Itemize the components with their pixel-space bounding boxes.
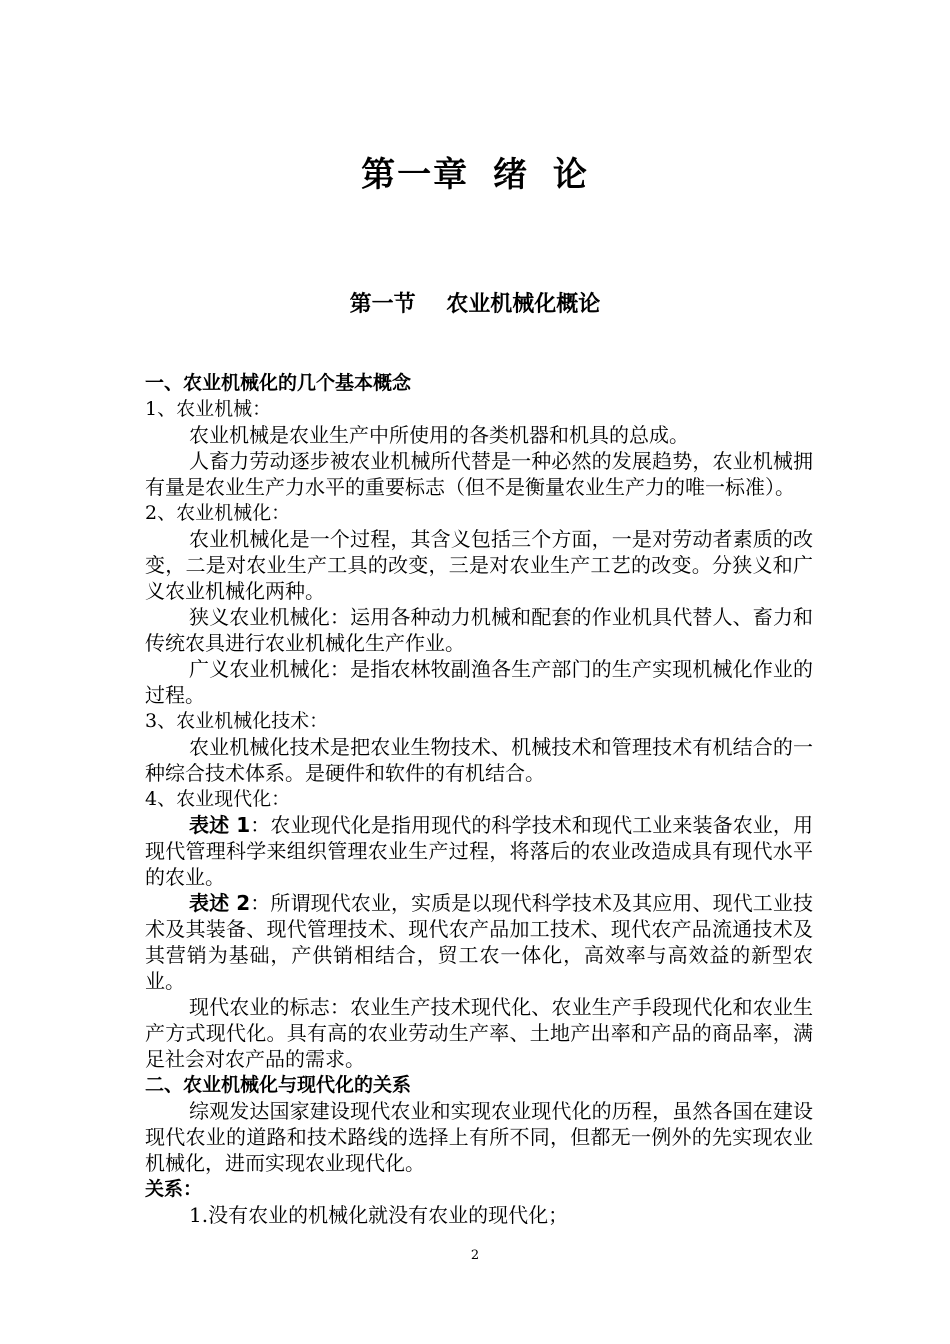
paragraph: 农业机械是农业生产中所使用的各类机器和机具的总成。	[189, 423, 689, 447]
paragraph	[145, 812, 813, 890]
paragraph: 现代农业的标志：农业生产技术现代化、农业生产手段现代化和农业生产方式现代化。具有高的农业劳动生产率、土地产出率和产品的商品率，满足社会对农产品的需求。	[145, 995, 813, 1071]
section-title: 第一节 农业机械化概论	[349, 292, 601, 317]
subheading-agri-machinery: 1、农业机械：	[145, 398, 272, 420]
document-body	[145, 370, 813, 1228]
heading-relationship: 二、农业机械化与现代化的关系	[145, 1074, 412, 1096]
paragraph: 农业机械化技术是把农业生物技术、机械技术和管理技术有机结合的一种综合技术体系。是硬件和软件的有机结合。	[145, 735, 813, 785]
statement-text: ：所谓现代农业，实质是以现代科学技术及其应用、现代工业技术及其装备、现代管理技术、现代农产品加工技术、现代农产品流通技术及其营销为基础，产供销相结合，贸工农一体化，高效率与高效益的新型农业。	[145, 891, 813, 993]
heading-basic-concepts: 一、农业机械化的几个基本概念	[145, 372, 412, 394]
subheading-modernization: 4、农业现代化：	[145, 788, 291, 810]
paragraph: 人畜力劳动逐步被农业机械所代替是一种必然的发展趋势，农业机械拥有量是农业生产力水平的重要标志（但不是衡量农业生产力的唯一标准）。	[145, 449, 813, 499]
page-number: 2	[470, 1248, 480, 1263]
relation-item: 1.没有农业的机械化就没有农业的现代化；	[189, 1203, 569, 1227]
paragraph: 综观发达国家建设现代农业和实现农业现代化的历程，虽然各国在建设现代农业的道路和技术路线的选择上有所不同，但都无一例外的先实现农业机械化，进而实现农业现代化。	[145, 1099, 813, 1175]
paragraph: 广义农业机械化：是指农林牧副渔各生产部门的生产实现机械化作业的过程。	[145, 657, 813, 707]
paragraph: 狭义农业机械化：运用各种动力机械和配套的作业机具代替人、畜力和传统农具进行农业机械化生产作业。	[145, 605, 813, 655]
paragraph: 农业机械化是一个过程，其含义包括三个方面，一是对劳动者素质的改变，二是对农业生产工具的改变，三是对农业生产工艺的改变。分狭义和广义农业机械化两种。	[145, 527, 813, 603]
chapter-title: 第一章 绪 论	[361, 155, 589, 195]
relation-label: 关系：	[145, 1178, 203, 1200]
subheading-mechanization-tech: 3、农业机械化技术：	[145, 710, 329, 732]
statement-label: 表述 1	[189, 813, 251, 837]
statement-label: 表述 2	[189, 891, 251, 915]
subheading-mechanization: 2、农业机械化：	[145, 502, 291, 524]
paragraph	[145, 890, 813, 994]
statement-text: ：农业现代化是指用现代的科学技术和现代工业来装备农业，用现代管理科学来组织管理农业生产过程，将落后的农业改造成具有现代水平的农业。	[145, 813, 813, 889]
